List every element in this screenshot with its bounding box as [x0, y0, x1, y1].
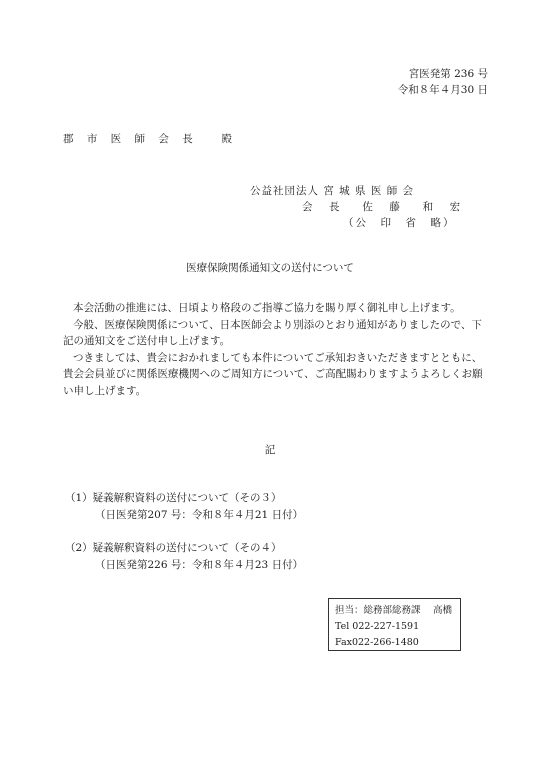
seal-omitted-note: （公 印 省 略）	[343, 217, 456, 229]
body-paragraph-2: 今般、医療保険関係について、日本医師会より別添のとおり通知がありましたので、下記の通知文をご送付申し上げます。	[63, 318, 482, 347]
contact-box	[328, 598, 461, 651]
ki-heading: 記	[264, 444, 276, 456]
contact-fax: Fax022-266-1480	[335, 637, 419, 648]
document-date: 令和８年４月30 日	[397, 84, 488, 96]
document-subject: 医療保険関係通知文の送付について	[186, 262, 354, 274]
list-item-detail: （日医発第226 号：令和８年４月23 日付）	[95, 559, 304, 571]
list-item-title: （1）疑義解釈資料の送付について（その３）	[65, 492, 282, 504]
body-paragraph-3: つきましては、貴会におかれましても本件についてご承知おきいただきますとともに、貴会会員並びに関係医療機関へのご周知方について、ご高配賜わりますようよろしくお願い申し上げます。	[63, 351, 483, 397]
document-body	[63, 300, 483, 399]
list-item-detail: （日医発第207 号：令和８年４月21 日付）	[95, 509, 304, 521]
list-item-title: （2）疑義解釈資料の送付について（その４）	[65, 542, 282, 554]
contact-person: 担当：総務部総務課 高橋	[335, 605, 453, 616]
sender-organization: 公益社団法人 宮 城 県 医 師 会	[250, 185, 415, 197]
body-paragraph-1: 本会活動の推進には、日頃より格段のご指導ご協力を賜り厚く御礼申し上げます。	[73, 302, 461, 314]
document-number: 宮医発第 236 号	[408, 68, 488, 80]
contact-tel: Tel 022-227-1591	[335, 621, 420, 632]
sender-title-name: 会 長 佐 藤 和 宏	[302, 201, 464, 213]
addressee: 郡 市 医 師 会 長 殿	[63, 133, 238, 145]
